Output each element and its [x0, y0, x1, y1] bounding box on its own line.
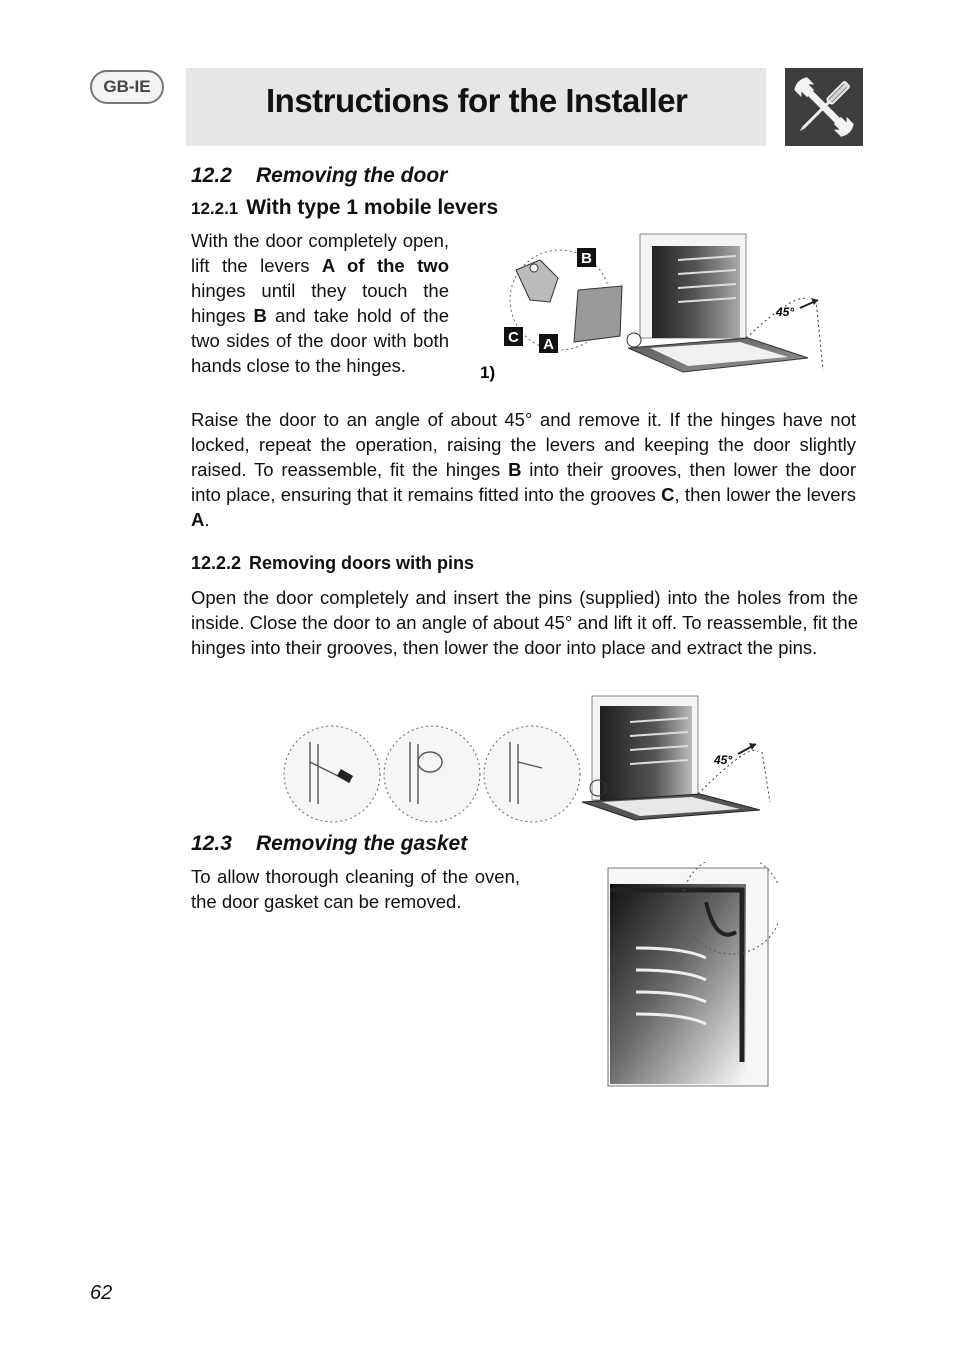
figure-pins [280, 692, 778, 826]
text-run: and take hold of the two sides of the door with both hands close to the hinges. [191, 305, 450, 376]
bold-run: C [661, 484, 675, 505]
section-title: Removing the gasket [256, 832, 468, 855]
text-run: Raise the door to an angle of about 45° and remove it. If the hinges have not locked, repeat the operation, raising the levers and keeping the door slightly raised. To reassemble, fit the hinges [191, 409, 856, 480]
paragraph-lift-levers [191, 228, 449, 378]
text-run: into their grooves, then lower the door into place, ensuring that it remains fitted into the grooves [191, 459, 856, 505]
section-number: 12.3 [191, 832, 232, 855]
bold-run: A of the two [321, 255, 449, 276]
figure-number: 1) [480, 363, 496, 382]
paragraph-pins: Open the door completely and insert the pins (supplied) into the holes from the inside. Close the door to an angle of about 45° and lift it off. To reassemble, fit the hinges into their grooves, then lower the door into place and extract the pins. [191, 587, 858, 658]
bold-run: B [253, 305, 267, 326]
page-number: 62 [90, 1282, 113, 1304]
subsection-heading-12-2-2 [191, 553, 474, 574]
paragraph-raise-door [191, 407, 856, 532]
label-a: A [543, 336, 554, 353]
label-c: C [508, 329, 519, 346]
figure-hinge-levers [478, 230, 834, 400]
figure-gasket [606, 862, 778, 1088]
subsection-number: 12.2.1 [191, 199, 239, 218]
text-run: With the door completely open, lift the levers [191, 230, 449, 276]
label-b: B [581, 250, 592, 267]
text-run: hinges until they touch the hinges [191, 280, 449, 326]
subsection-title: With type 1 mobile levers [246, 196, 499, 219]
subsection-heading-12-2-1 [191, 196, 498, 220]
bold-run: B [508, 459, 522, 480]
angle-label: 45° [714, 753, 733, 767]
page-title: Instructions for the Installer [266, 82, 688, 119]
subsection-title: Removing doors with pins [249, 553, 475, 573]
section-number: 12.2 [191, 164, 232, 187]
section-heading-12-2 [191, 164, 447, 188]
bold-run: A [191, 509, 205, 530]
subsection-number: 12.2.2 [191, 553, 242, 573]
section-title: Removing the door [256, 164, 448, 187]
angle-label: 45° [776, 305, 795, 319]
header-bar [186, 68, 766, 146]
wrench-screwdriver-icon [785, 68, 863, 146]
language-badge: GB-IE [90, 70, 164, 104]
text-run: . [204, 509, 210, 530]
text-run: , then lower the levers [674, 484, 856, 505]
section-heading-12-3 [191, 832, 467, 856]
paragraph-gasket: To allow thorough cleaning of the oven, the door gasket can be removed. [191, 866, 520, 912]
